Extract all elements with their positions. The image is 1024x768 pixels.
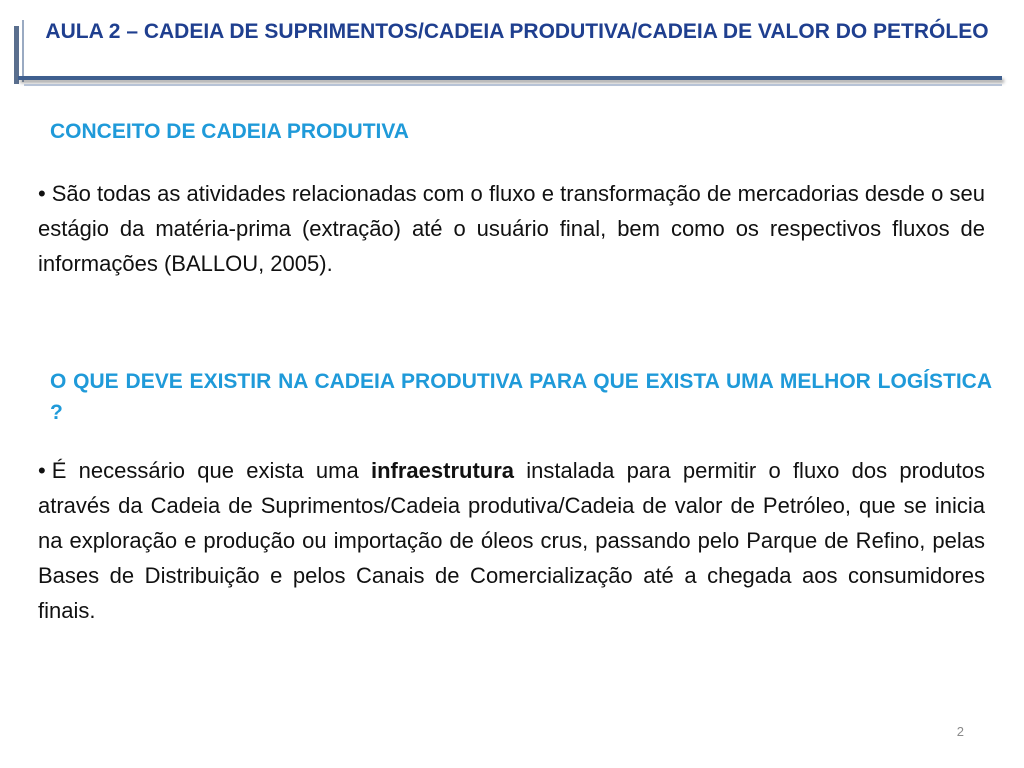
header-accent-bar-inner [22,20,24,82]
concept-text: São todas as atividades relacionadas com o fluxo e transformação de mercadorias desde o seu estágio da matéria-prima (extração) até o usuário final, bem como os respectivos fluxos de informações (BALLOU, 2005). [38,181,985,276]
slide-header [14,8,1002,82]
section-heading-concept: CONCEITO DE CADEIA PRODUTIVA [50,120,409,143]
infrastructure-keyword: infraestrutura [370,458,515,483]
bullet-icon: • [38,458,46,483]
header-rule [18,76,1002,80]
infrastructure-text-start: É necessário que exista uma [51,458,371,483]
concept-paragraph [38,176,985,281]
section-heading-question: O QUE DEVE EXISTIR NA CADEIA PRODUTIVA PARA QUE EXISTA UMA MELHOR LOGÍSTICA ? [50,370,992,424]
header-rule-secondary [24,84,1002,86]
infrastructure-text-end: instalada para permitir o fluxo dos produtos através da Cadeia de Suprimentos/Cadeia produtiva/Cadeia de valor de Petróleo, que se inicia na exploração e produção ou importação de óleos crus, passando pelo Parque de Refino, pelas Bases de Distribuição e pelos Canais de Comercialização até a chegada aos consumidores finais. [38,458,985,623]
page-number: 2 [956,724,964,739]
slide-title: AULA 2 – CADEIA DE SUPRIMENTOS/CADEIA PRODUTIVA/CADEIA DE VALOR DO PETRÓLEO [45,20,989,43]
bullet-icon: • [38,181,46,206]
infrastructure-paragraph [38,453,985,628]
